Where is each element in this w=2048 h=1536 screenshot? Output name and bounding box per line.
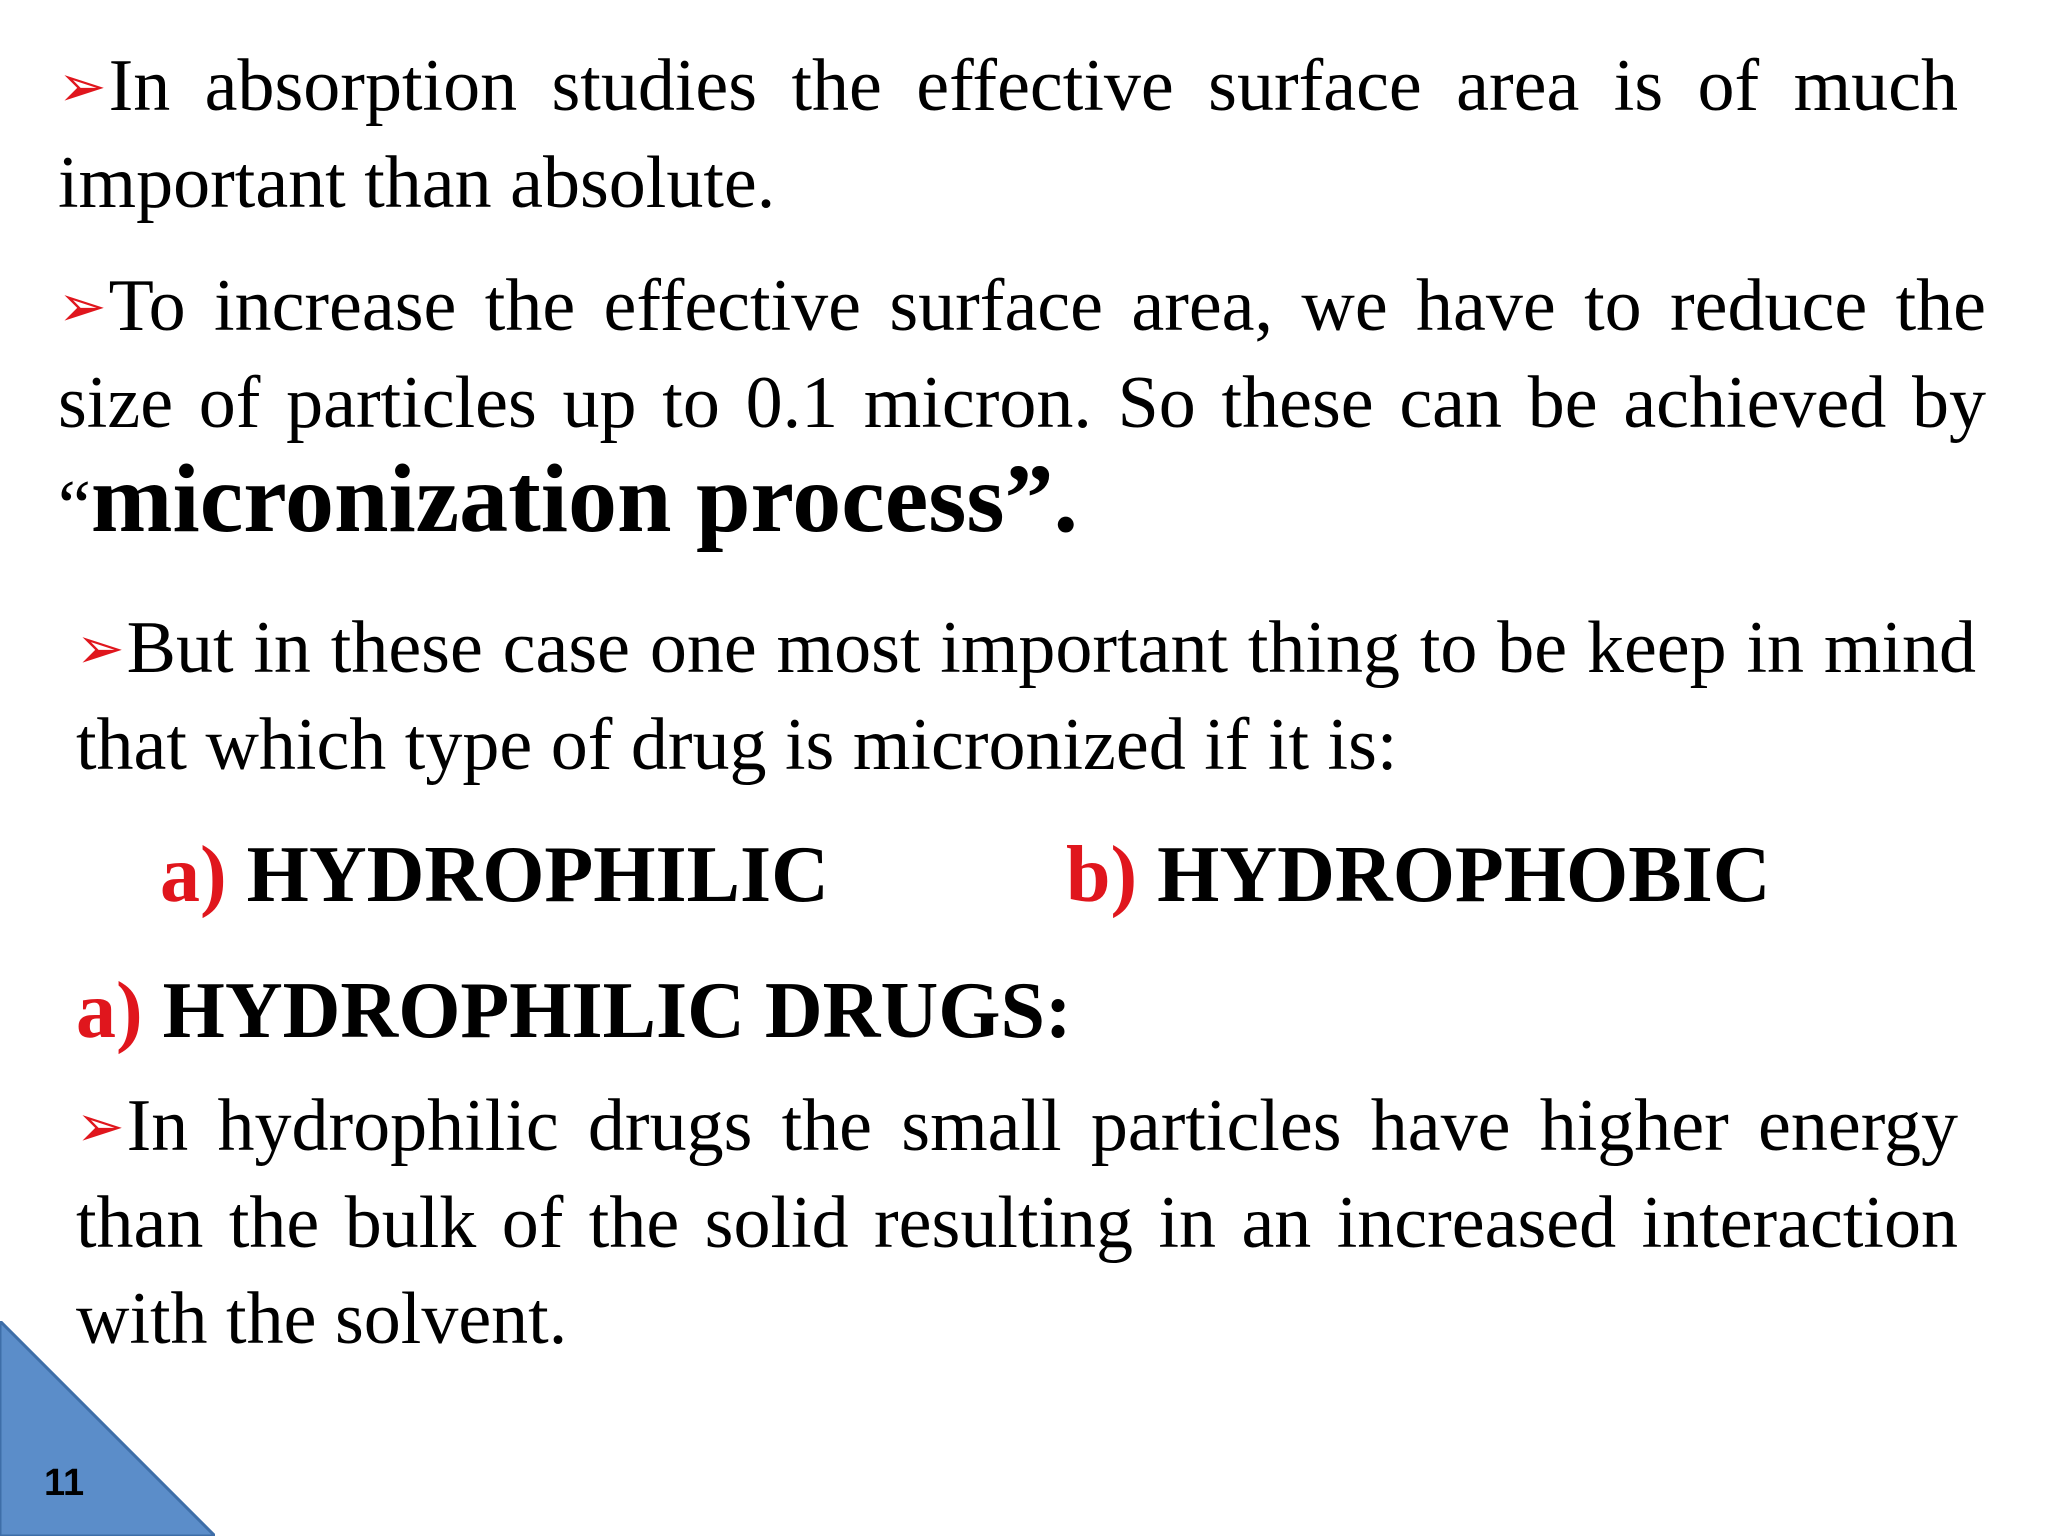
bullet-arrow-icon: ➢ (76, 1094, 125, 1159)
bullet-paragraph-4 (76, 1078, 1958, 1367)
bullet-paragraph-2 (58, 258, 1986, 555)
bullet-paragraph-1 (58, 38, 1958, 231)
option-hydrophilic (160, 830, 829, 921)
heading-label: HYDROPHILIC DRUGS: (162, 967, 1072, 1055)
bullet-arrow-icon: ➢ (58, 54, 107, 119)
emphasis-micronization: micronization process”. (90, 445, 1079, 553)
option-hydrophobic (1066, 830, 1771, 921)
corner-triangle-icon (0, 1321, 215, 1536)
paragraph-text: But in these case one most important thing to be keep in mind that which type of drug is micronized if it is: (76, 607, 1976, 786)
heading-marker: a) (76, 967, 143, 1055)
paragraph-text: In absorption studies the effective surface area is of much important than absolute. (58, 45, 1958, 224)
paragraph-text: To increase the effective surface area, we have to reduce the size of particles up to 0.1 micron. So these can be achieved by “ (58, 265, 1986, 548)
option-label: HYDROPHILIC (246, 831, 829, 919)
option-marker: b) (1066, 831, 1138, 919)
bullet-paragraph-3 (76, 600, 1976, 793)
drug-type-options (160, 830, 1860, 930)
bullet-arrow-icon: ➢ (76, 616, 125, 681)
option-marker: a) (160, 831, 227, 919)
section-heading (76, 966, 1072, 1057)
bullet-arrow-icon: ➢ (58, 274, 107, 339)
paragraph-text: In hydrophilic drugs the small particles have higher energy than the bulk of the solid resulting in an increased interaction with the solvent. (76, 1085, 1958, 1360)
option-label: HYDROPHOBIC (1157, 831, 1771, 919)
page-number: 11 (44, 1462, 85, 1504)
